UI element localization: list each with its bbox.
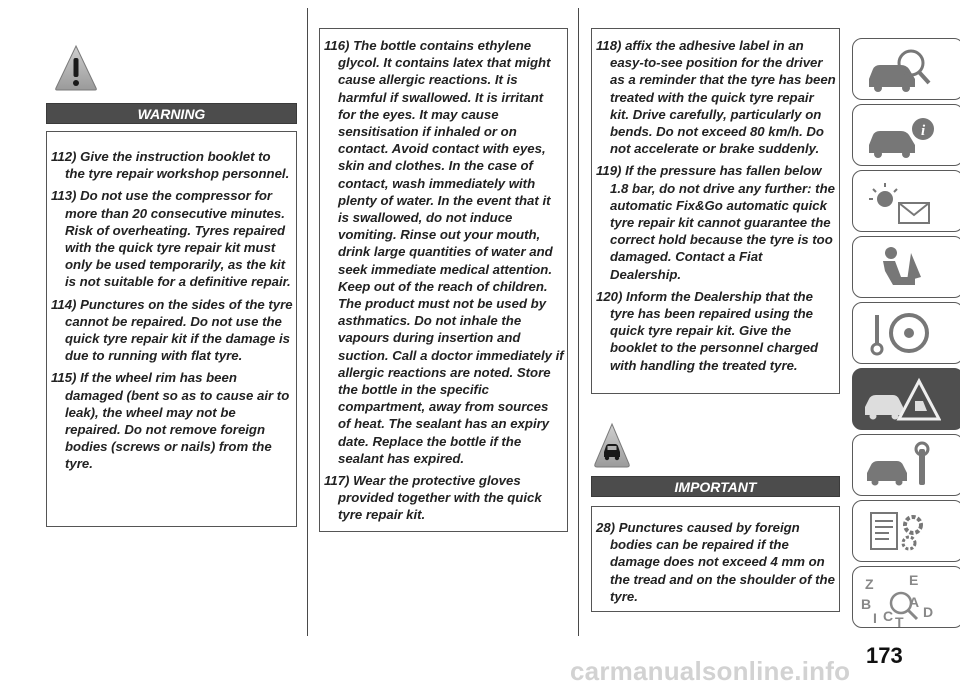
svg-text:C: C: [883, 608, 894, 624]
svg-text:i: i: [921, 123, 926, 139]
svg-text:E: E: [909, 573, 919, 588]
technical-data-gears-icon: [861, 507, 941, 557]
warning-notes-box: [591, 28, 840, 394]
column-divider: [578, 8, 579, 636]
car-dashboard-icon: [861, 45, 941, 95]
warning-notes-box: [319, 28, 568, 532]
svg-text:T: T: [895, 614, 904, 629]
emergency-car-warning-icon: [861, 375, 941, 425]
note-116: 116) The bottle contains ethylene glycol. It contains latex that might cause allergic reactions. It is harmful if swallowed. It is irritant for the eyes. It may cause sensitisation if inhaled or on contact. Avoid contact with eyes, skin and clothes. In the case of contact, wash immediately with plenty of water. In the event that it is swallowed, do not induce vomiting. Rinse out your mouth, drink large quantities of water and seek immediate medical attention. Keep out of the reach of children. The product must not be used by asthmatics. Do not inhale the vapours during insertion and suction. Call a doctor immediately if allergic reactions are noted. Store the bottle in the specific compartment, away from sources of heat. The sealant has an expiry date. Replace the bottle if the sealant has expired.: [324, 38, 564, 466]
page-number: 173: [866, 643, 903, 668]
note-113: 113) Do not use the compressor for more than 20 consecutive minutes. Risk of overheating. Tyres repaired with the quick tyre repair kit must only be used temporarily, as the kit is not suitable for a definitive repair.: [51, 188, 291, 290]
svg-text:A: A: [909, 594, 920, 610]
warning-notes-box: [46, 131, 297, 527]
steering-wheel-key-icon: [861, 309, 941, 359]
tab-warning-lights[interactable]: [852, 170, 960, 232]
warning-triangle-icon: [54, 44, 98, 92]
note-28: 28) Punctures caused by foreign bodies can be repaired if the damage does not exceed 4 mm on the tread and on the shoulder of the tyre.: [596, 520, 835, 604]
tab-servicing-care[interactable]: [852, 434, 960, 496]
car-info-icon: [861, 111, 941, 161]
alphabetical-index-icon: [861, 573, 941, 629]
tab-car-info[interactable]: [852, 104, 960, 166]
watermark-text: carmanualsonline.info: [570, 656, 851, 686]
tab-technical-data[interactable]: [852, 500, 960, 562]
tab-safety[interactable]: [852, 236, 960, 298]
note-119: 119) If the pressure has fallen below 1.8 bar, do not drive any further: the automatic Fix&Go automatic quick tyre repair kit cannot guarantee the correct hold because the tyre is too damaged. Contact a Fiat Dealership.: [596, 163, 835, 282]
svg-text:I: I: [873, 610, 877, 626]
column-divider: [307, 8, 308, 636]
svg-text:D: D: [923, 604, 934, 620]
warning-lights-message-icon: [861, 177, 941, 227]
svg-text:B: B: [861, 596, 872, 612]
car-maintenance-wrench-icon: [861, 441, 941, 491]
note-120: 120) Inform the Dealership that the tyre has been repaired using the quick tyre repair kit. Give the booklet to the personnel charged with handling the treated tyre.: [596, 288, 819, 373]
note-112: 112) Give the instruction booklet to the tyre repair workshop personnel.: [51, 149, 290, 182]
warning-heading: WARNING: [46, 103, 297, 124]
seat-airbag-safety-icon: [861, 243, 941, 293]
important-car-icon: [593, 422, 631, 470]
note-118: 118) affix the adhesive label in an easy-to-see position for the driver as a reminder that the tyre has been treated with the quick tyre repair kit. Drive carefully, particularly on bends. Do not exceed 80 km/h. Do not accelerate or brake suddenly.: [596, 38, 836, 157]
important-heading: IMPORTANT: [591, 476, 840, 497]
tab-index[interactable]: [852, 566, 960, 628]
tab-starting-driving[interactable]: [852, 302, 960, 364]
important-notes-box: [591, 506, 840, 612]
tab-car-dashboard[interactable]: [852, 38, 960, 100]
note-117: 117) Wear the protective gloves provided together with the quick tyre repair kit.: [324, 473, 542, 523]
svg-text:Z: Z: [865, 576, 874, 592]
tab-in-an-emergency[interactable]: [852, 368, 960, 430]
note-114: 114) Punctures on the sides of the tyre cannot be repaired. Do not use the quick tyre repair kit if the damage is due to running with flat tyre.: [51, 296, 293, 364]
note-115: 115) If the wheel rim has been damaged (bent so as to cause air to leak), the wheel may not be repaired. Do not remove foreign bodies (screws or nails) from the tyre.: [51, 370, 290, 472]
